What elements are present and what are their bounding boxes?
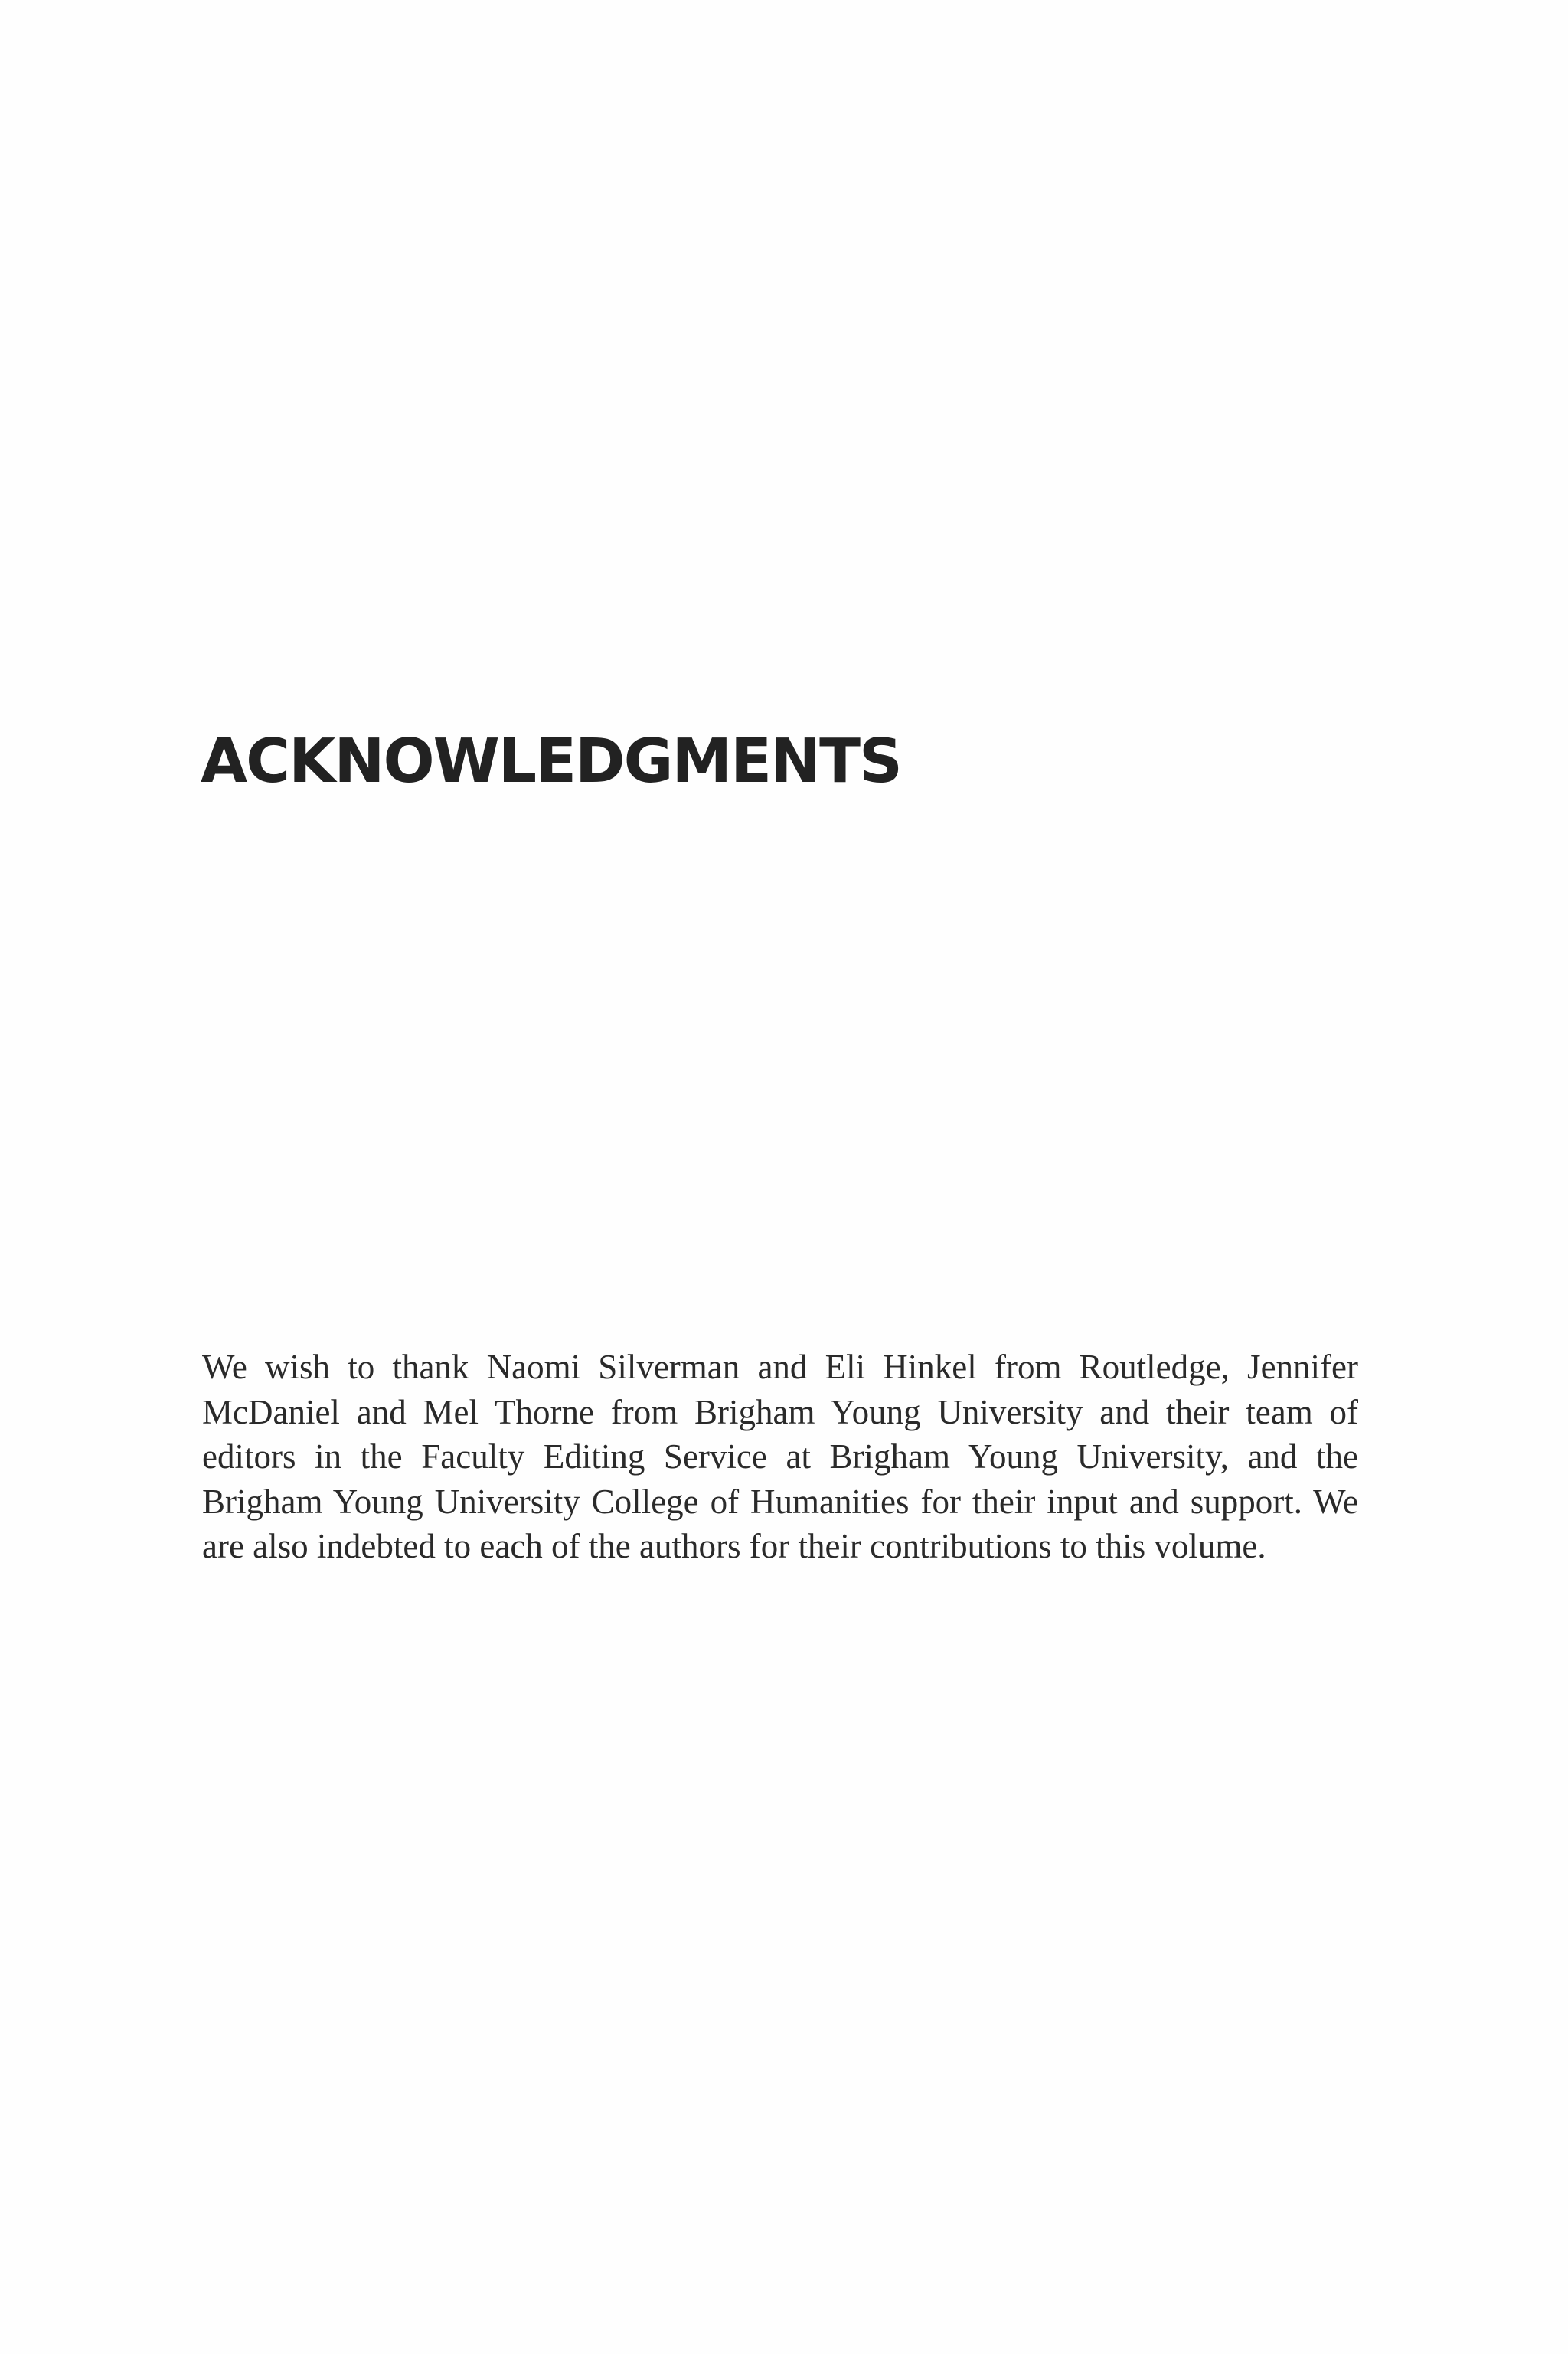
acknowledgments-paragraph: We wish to thank Naomi Silverman and Eli Hinkel from Routledge, Jennifer McDaniel and Mel Thorne from Brigham Young University and their team of editors in the Faculty Editing Service at Brigham Young University, and the Brigham Young University College of Humanities for their input and support. We are also indebted to each of the authors for their contributions to this volume. [202,1348,1358,1565]
chapter-title: ACKNOWLEDGMENTS [201,726,901,796]
